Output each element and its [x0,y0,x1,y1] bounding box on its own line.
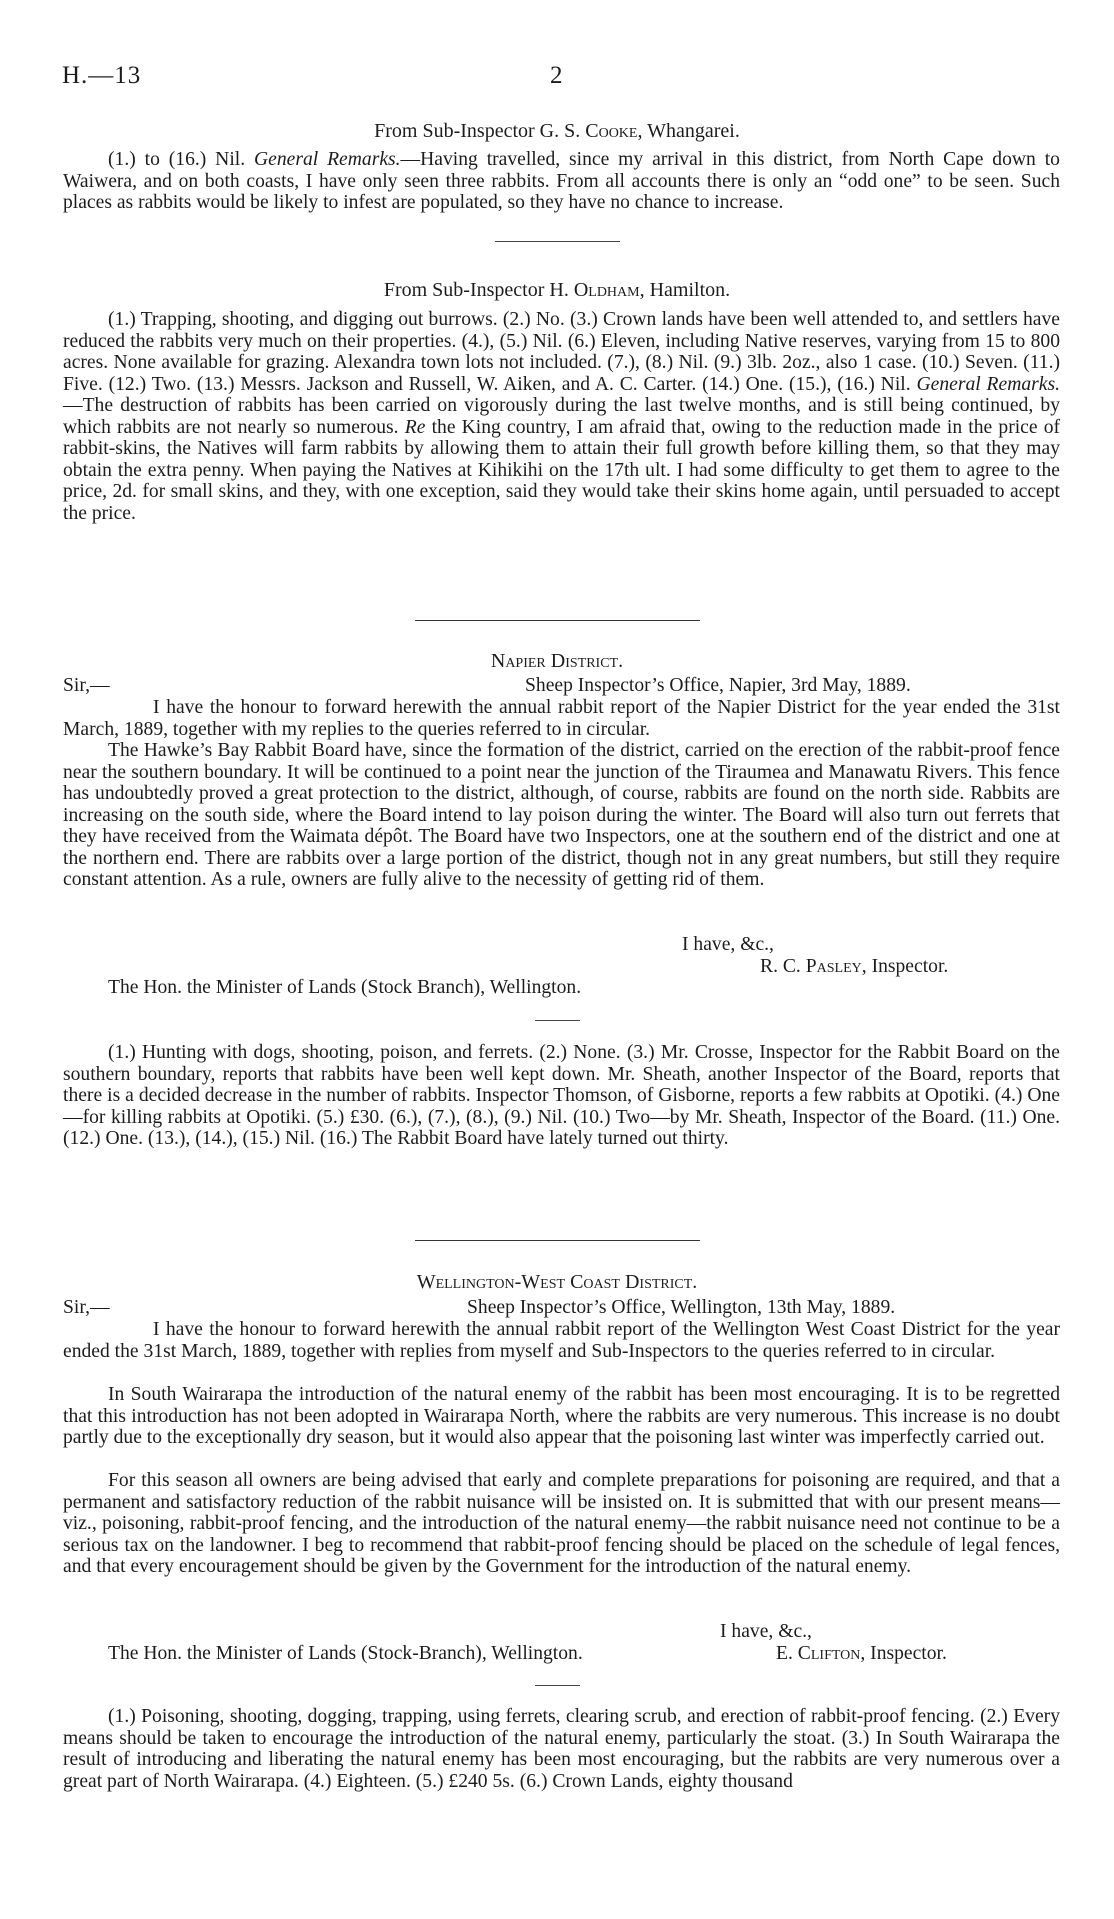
section-rule [415,1240,700,1241]
napier-heading: Napier District. [490,650,624,672]
wellington-addressee: The Hon. the Minister of Lands (Stock-Branch), Wellington. [108,1643,583,1664]
napier-replies: (1.) Hunting with dogs, shooting, poison, and ferrets. (2.) None. (3.) Mr. Crosse, Inspector for the Rabbit Board on the southern boundary, reports that rabbits have been well kept down. Mr. Sheath, another Inspector of the Board, reports that there is a decided decrease in the number of rabbits. Inspector Thomson, of Gisborne, reports a few rabbits at Opotiki. (4.) One—for killing rabbits at Opotiki. (5.) £30. (6.), (7.), (8.), (9.) Nil. (10.) Two—by Mr. Sheath, Inspector of the Board. (11.) One. (12.) One. (13.), (14.), (15.) Nil. (16.) The Rabbit Board have lately turned out thirty. [63,1042,1060,1149]
wellington-replies: (1.) Poisoning, shooting, dogging, trapping, using ferrets, clearing scrub, and erection of rabbit-proof fencing. (2.) Every means should be taken to encourage the introduction of the natural enemy, particularly the stoat. (3.) In South Wairarapa the result of introducing and liberating the natural enemy has been most encouraging, but the rabbits are very numerous over a great part of North Wairarapa. (4.) Eighteen. (5.) £240 5s. (6.) Crown Lands, eighty thousand [63,1706,1060,1792]
whangarei-heading: From Sub-Inspector G. S. Cooke, Whangarei. [374,120,740,142]
napier-signature: R. C. Pasley, Inspector. [760,956,949,977]
hamilton-heading: From Sub-Inspector H. Oldham, Hamilton. [383,279,731,301]
wellington-closing: I have, &c., [720,1621,812,1642]
wellington-salutation: Sir,— [63,1297,110,1318]
wellington-paragraph-3: For this season all owners are being advised that early and complete preparations for poisoning are required, and that a permanent and satisfactory reduction of the rabbit nuisance will be insisted on. It is submitted that with our present means—viz., poisoning, rabbit-proof fencing, and the introduction of the natural enemy—the rabbit nuisance need not continue to be a serious tax on the landowner. I beg to recommend that rabbit-proof fencing should be placed on the schedule of legal fences, and that every encouragement should be given by the Government for the introduction of the natural enemy. [63,1470,1060,1577]
section-rule [415,620,700,621]
wellington-paragraph-2: In South Wairarapa the introduction of the natural enemy of the rabbit has been most encouraging. It is to be regretted that this introduction has not been adopted in Wairarapa North, where the rabbits are very numerous. This increase is no doubt partly due to the exceptionally dry season, but it would also appear that the poisoning last winter was imperfectly carried out. [63,1384,1060,1448]
napier-paragraph-2: The Hawke’s Bay Rabbit Board have, since the formation of the district, carried on the erection of the rabbit-proof fence near the southern boundary. It will be continued to a point near the junction of the Tiraumea and Manawatu Rivers. This fence has undoubtedly proved a great protection to the district, although, of course, rabbits are found on the north side. Rabbits are increasing on the south side, where the Board intend to lay poison during the winter. The Board will also turn out ferrets that they have received from the Waimata dépôt. The Board have two Inspectors, one at the southern end of the district and one at the northern end. There are rabbits over a large portion of the district, though not in any great numbers, but still they require constant attention. As a rule, owners are fully alive to the necessity of getting rid of them. [63,740,1060,890]
napier-addressee: The Hon. the Minister of Lands (Stock Branch), Wellington. [108,977,582,998]
whangarei-report: (1.) to (16.) Nil. General Remarks.—Having travelled, since my arrival in this district, from North Cape down to Waiwera, and on both coasts, I have only seen three rabbits. From all accounts there is only an “odd one” to be seen. Such places as rabbits would be likely to infest are populated, so they have no chance to increase. [63,149,1060,213]
short-divider [535,1685,580,1686]
section-divider [495,241,620,242]
document-reference: H.—13 [62,62,142,89]
short-divider [535,1020,580,1021]
napier-dateline: Sheep Inspector’s Office, Napier, 3rd May, 1889. [525,675,911,696]
napier-salutation: Sir,— [63,675,110,696]
wellington-dateline: Sheep Inspector’s Office, Wellington, 13th May, 1889. [467,1297,896,1318]
wellington-paragraph-1: I have the honour to forward herewith the annual rabbit report of the Wellington West Coast District for the year ended the 31st March, 1889, together with replies from myself and Sub-Inspectors to the queries referred to in circular. [63,1319,1060,1362]
napier-paragraph-1: I have the honour to forward herewith the annual rabbit report of the Napier District for the year ended the 31st March, 1889, together with my replies to the queries referred to in circular. [63,697,1060,740]
page-number: 2 [550,62,563,89]
wellington-signature: E. Clifton, Inspector. [776,1643,947,1664]
wellington-heading: Wellington-West Coast District. [416,1271,698,1293]
hamilton-report: (1.) Trapping, shooting, and digging out burrows. (2.) No. (3.) Crown lands have been well attended to, and settlers have reduced the rabbits very much on their properties. (4.), (5.) Nil. (6.) Eleven, including Native reserves, varying from 15 to 800 acres. None available for grazing. Alexandra town lots not included. (7.), (8.) Nil. (9.) 3lb. 2oz., also 1 case. (10.) Seven. (11.) Five. (12.) Two. (13.) Messrs. Jackson and Russell, W. Aiken, and A. C. Carter. (14.) One. (15.), (16.) Nil. General Remarks.—The destruction of rabbits has been carried on vigorously during the last twelve months, and is still being continued, by which rabbits are not nearly so numerous. Re the King country, I am afraid that, owing to the reduction made in the price of rabbit-skins, the Natives will farm rabbits by allowing them to attain their full growth before killing them, so that they may obtain the extra penny. When paying the Natives at Kihikihi on the 17th ult. I had some difficulty to get them to agree to the price, 2d. for small skins, and they, with one exception, said they would take their skins home again, until persuaded to accept the price. [63,309,1061,524]
napier-closing: I have, &c., [682,934,774,955]
